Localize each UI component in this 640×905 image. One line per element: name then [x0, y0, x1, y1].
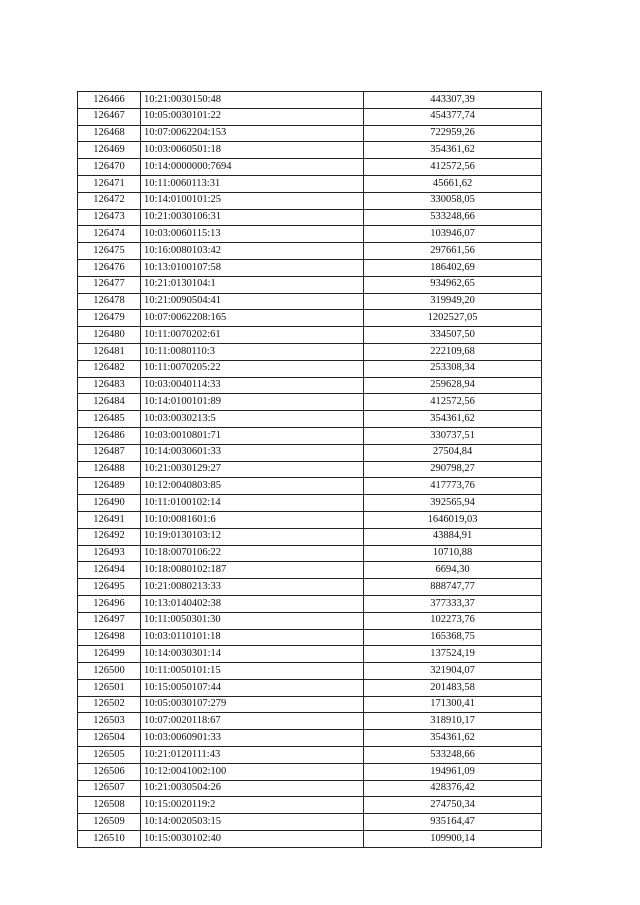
amount-cell: 1202527,05 — [364, 310, 542, 327]
amount-cell: 186402,69 — [364, 259, 542, 276]
table-row — [78, 763, 542, 780]
row-number-cell: 126507 — [78, 780, 141, 797]
cadastral-number-cell: 10:12:0041002:100 — [141, 763, 364, 780]
amount-cell: 297661,56 — [364, 243, 542, 260]
row-number-cell: 126510 — [78, 831, 141, 848]
row-number-cell: 126502 — [78, 696, 141, 713]
cadastral-number-cell: 10:21:0130104:1 — [141, 276, 364, 293]
table-row — [78, 192, 542, 209]
amount-cell: 6694,30 — [364, 562, 542, 579]
cadastral-number-cell: 10:11:0080110:3 — [141, 343, 364, 360]
table-row — [78, 360, 542, 377]
row-number-cell: 126500 — [78, 663, 141, 680]
cadastral-number-cell: 10:03:0110101:18 — [141, 629, 364, 646]
table-row — [78, 108, 542, 125]
table-row — [78, 243, 542, 260]
cadastral-number-cell: 10:11:0050101:15 — [141, 663, 364, 680]
cadastral-number-cell: 10:19:0130103:12 — [141, 528, 364, 545]
table-row — [78, 159, 542, 176]
amount-cell: 290798,27 — [364, 461, 542, 478]
cadastral-number-cell: 10:21:0030150:48 — [141, 92, 364, 109]
row-number-cell: 126478 — [78, 293, 141, 310]
cadastral-number-cell: 10:16:0080103:42 — [141, 243, 364, 260]
row-number-cell: 126475 — [78, 243, 141, 260]
table-row — [78, 226, 542, 243]
amount-cell: 259628,94 — [364, 377, 542, 394]
cadastral-number-cell: 10:03:0060901:33 — [141, 730, 364, 747]
cadastral-number-cell: 10:13:0100107:58 — [141, 259, 364, 276]
row-number-cell: 126482 — [78, 360, 141, 377]
table-row — [78, 713, 542, 730]
amount-cell: 171300,41 — [364, 696, 542, 713]
amount-cell: 935164,47 — [364, 814, 542, 831]
row-number-cell: 126484 — [78, 394, 141, 411]
table-row — [78, 579, 542, 596]
row-number-cell: 126490 — [78, 495, 141, 512]
table-row — [78, 679, 542, 696]
amount-cell: 222109,68 — [364, 343, 542, 360]
row-number-cell: 126468 — [78, 125, 141, 142]
table-row — [78, 92, 542, 109]
row-number-cell: 126504 — [78, 730, 141, 747]
cadastral-number-cell: 10:03:0040114:33 — [141, 377, 364, 394]
amount-cell: 354361,62 — [364, 142, 542, 159]
cadastral-number-cell: 10:21:0030504:26 — [141, 780, 364, 797]
cadastral-number-cell: 10:05:0030107:279 — [141, 696, 364, 713]
row-number-cell: 126509 — [78, 814, 141, 831]
amount-cell: 102273,76 — [364, 612, 542, 629]
amount-cell: 533248,66 — [364, 747, 542, 764]
amount-cell: 722959,26 — [364, 125, 542, 142]
table-row — [78, 343, 542, 360]
table-row — [78, 730, 542, 747]
cadastral-number-cell: 10:11:0070205:22 — [141, 360, 364, 377]
amount-cell: 43884,91 — [364, 528, 542, 545]
row-number-cell: 126497 — [78, 612, 141, 629]
row-number-cell: 126493 — [78, 545, 141, 562]
table-row — [78, 495, 542, 512]
table-row — [78, 293, 542, 310]
table-row — [78, 629, 542, 646]
amount-cell: 318910,17 — [364, 713, 542, 730]
table-row — [78, 427, 542, 444]
amount-cell: 354361,62 — [364, 730, 542, 747]
table-row — [78, 797, 542, 814]
table-row — [78, 125, 542, 142]
table-row — [78, 612, 542, 629]
table-row — [78, 276, 542, 293]
cadastral-number-cell: 10:15:0030102:40 — [141, 831, 364, 848]
amount-cell: 443307,39 — [364, 92, 542, 109]
amount-cell: 274750,34 — [364, 797, 542, 814]
table-row — [78, 377, 542, 394]
table-row — [78, 780, 542, 797]
row-number-cell: 126492 — [78, 528, 141, 545]
table-row — [78, 696, 542, 713]
cadastral-number-cell: 10:15:0050107:44 — [141, 679, 364, 696]
cadastral-number-cell: 10:14:0100101:89 — [141, 394, 364, 411]
amount-cell: 321904,07 — [364, 663, 542, 680]
amount-cell: 354361,62 — [364, 411, 542, 428]
table-row — [78, 394, 542, 411]
cadastral-number-cell: 10:21:0080213:33 — [141, 579, 364, 596]
cadastral-number-cell: 10:21:0030129:27 — [141, 461, 364, 478]
cadastral-number-cell: 10:21:0090504:41 — [141, 293, 364, 310]
amount-cell: 319949,20 — [364, 293, 542, 310]
cadastral-number-cell: 10:11:0060113:31 — [141, 175, 364, 192]
cadastral-number-cell: 10:14:0030301:14 — [141, 646, 364, 663]
row-number-cell: 126483 — [78, 377, 141, 394]
amount-cell: 412572,56 — [364, 159, 542, 176]
row-number-cell: 126466 — [78, 92, 141, 109]
amount-cell: 392565,94 — [364, 495, 542, 512]
table-row — [78, 209, 542, 226]
row-number-cell: 126479 — [78, 310, 141, 327]
row-number-cell: 126476 — [78, 259, 141, 276]
row-number-cell: 126477 — [78, 276, 141, 293]
table-row — [78, 511, 542, 528]
cadastral-number-cell: 10:14:0000000:7694 — [141, 159, 364, 176]
row-number-cell: 126498 — [78, 629, 141, 646]
table-row — [78, 327, 542, 344]
amount-cell: 1646019,03 — [364, 511, 542, 528]
cadastral-number-cell: 10:03:0060501:18 — [141, 142, 364, 159]
amount-cell: 10710,88 — [364, 545, 542, 562]
amount-cell: 330737,51 — [364, 427, 542, 444]
row-number-cell: 126499 — [78, 646, 141, 663]
table-row — [78, 646, 542, 663]
cadastral-number-cell: 10:13:0140402:38 — [141, 595, 364, 612]
cadastral-number-cell: 10:07:0062208:165 — [141, 310, 364, 327]
row-number-cell: 126489 — [78, 478, 141, 495]
cadastral-number-cell: 10:21:0120111:43 — [141, 747, 364, 764]
amount-cell: 377333,37 — [364, 595, 542, 612]
cadastral-number-cell: 10:21:0030106:31 — [141, 209, 364, 226]
amount-cell: 888747,77 — [364, 579, 542, 596]
amount-cell: 428376,42 — [364, 780, 542, 797]
registry-table-body — [78, 92, 542, 848]
cadastral-number-cell: 10:11:0100102:14 — [141, 495, 364, 512]
amount-cell: 109900,14 — [364, 831, 542, 848]
row-number-cell: 126496 — [78, 595, 141, 612]
row-number-cell: 126472 — [78, 192, 141, 209]
table-row — [78, 814, 542, 831]
amount-cell: 330058,05 — [364, 192, 542, 209]
amount-cell: 165368,75 — [364, 629, 542, 646]
cadastral-number-cell: 10:11:0070202:61 — [141, 327, 364, 344]
amount-cell: 334507,50 — [364, 327, 542, 344]
row-number-cell: 126506 — [78, 763, 141, 780]
registry-table — [77, 91, 542, 848]
row-number-cell: 126503 — [78, 713, 141, 730]
table-row — [78, 595, 542, 612]
table-row — [78, 562, 542, 579]
amount-cell: 412572,56 — [364, 394, 542, 411]
table-row — [78, 310, 542, 327]
row-number-cell: 126488 — [78, 461, 141, 478]
row-number-cell: 126480 — [78, 327, 141, 344]
amount-cell: 934962,65 — [364, 276, 542, 293]
cadastral-number-cell: 10:07:0020118:67 — [141, 713, 364, 730]
table-row — [78, 444, 542, 461]
row-number-cell: 126487 — [78, 444, 141, 461]
row-number-cell: 126481 — [78, 343, 141, 360]
row-number-cell: 126495 — [78, 579, 141, 596]
amount-cell: 194961,09 — [364, 763, 542, 780]
row-number-cell: 126501 — [78, 679, 141, 696]
row-number-cell: 126471 — [78, 175, 141, 192]
cadastral-number-cell: 10:03:0010801:71 — [141, 427, 364, 444]
table-row — [78, 831, 542, 848]
amount-cell: 201483,58 — [364, 679, 542, 696]
row-number-cell: 126474 — [78, 226, 141, 243]
table-row — [78, 142, 542, 159]
cadastral-number-cell: 10:03:0030213:5 — [141, 411, 364, 428]
cadastral-number-cell: 10:14:0100101:25 — [141, 192, 364, 209]
table-row — [78, 461, 542, 478]
table-row — [78, 259, 542, 276]
cadastral-number-cell: 10:11:0050301:30 — [141, 612, 364, 629]
amount-cell: 253308,34 — [364, 360, 542, 377]
cadastral-number-cell: 10:15:0020119:2 — [141, 797, 364, 814]
table-row — [78, 175, 542, 192]
row-number-cell: 126491 — [78, 511, 141, 528]
table-row — [78, 478, 542, 495]
amount-cell: 45661,62 — [364, 175, 542, 192]
amount-cell: 27504,84 — [364, 444, 542, 461]
table-row — [78, 747, 542, 764]
table-row — [78, 411, 542, 428]
row-number-cell: 126467 — [78, 108, 141, 125]
amount-cell: 454377,74 — [364, 108, 542, 125]
amount-cell: 137524,19 — [364, 646, 542, 663]
table-row — [78, 528, 542, 545]
row-number-cell: 126494 — [78, 562, 141, 579]
row-number-cell: 126486 — [78, 427, 141, 444]
row-number-cell: 126508 — [78, 797, 141, 814]
table-row — [78, 663, 542, 680]
table-row — [78, 545, 542, 562]
cadastral-number-cell: 10:10:0081601:6 — [141, 511, 364, 528]
cadastral-number-cell: 10:07:0062204:153 — [141, 125, 364, 142]
cadastral-number-cell: 10:12:0040803:85 — [141, 478, 364, 495]
amount-cell: 103946,07 — [364, 226, 542, 243]
cadastral-number-cell: 10:18:0080102:187 — [141, 562, 364, 579]
row-number-cell: 126470 — [78, 159, 141, 176]
amount-cell: 417773,76 — [364, 478, 542, 495]
cadastral-number-cell: 10:14:0020503:15 — [141, 814, 364, 831]
row-number-cell: 126469 — [78, 142, 141, 159]
row-number-cell: 126505 — [78, 747, 141, 764]
cadastral-number-cell: 10:14:0030601:33 — [141, 444, 364, 461]
cadastral-number-cell: 10:03:0060115:13 — [141, 226, 364, 243]
cadastral-number-cell: 10:05:0030101:22 — [141, 108, 364, 125]
cadastral-number-cell: 10:18:0070106:22 — [141, 545, 364, 562]
amount-cell: 533248,66 — [364, 209, 542, 226]
row-number-cell: 126485 — [78, 411, 141, 428]
row-number-cell: 126473 — [78, 209, 141, 226]
